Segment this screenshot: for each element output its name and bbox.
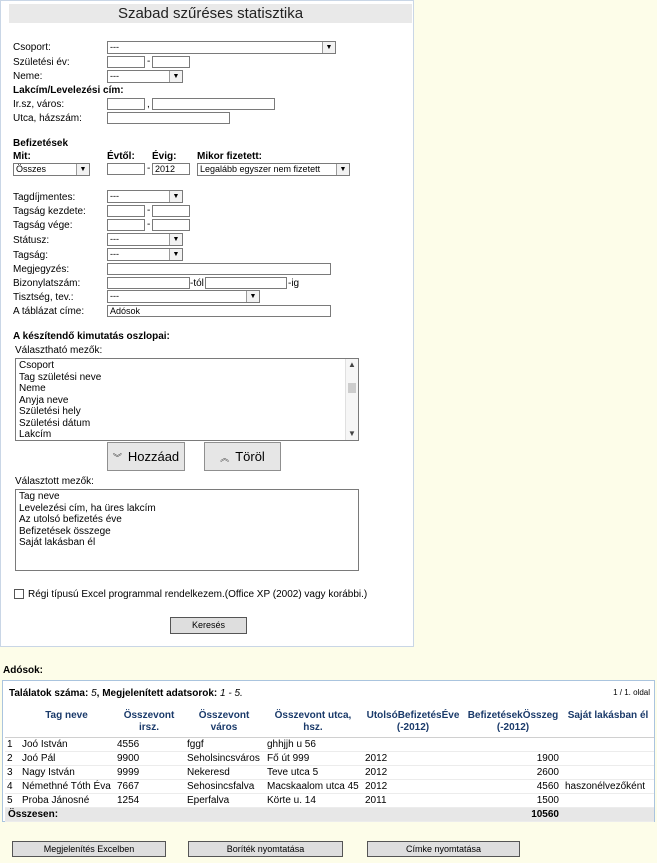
utca-hazszam-label: Utca, házszám:: [13, 113, 82, 124]
bizonylatszam-from-input[interactable]: [107, 277, 190, 289]
selected-fields-listbox[interactable]: [15, 489, 359, 571]
list-item[interactable]: Születési dátum: [19, 417, 91, 429]
cell-sajat: [562, 751, 654, 765]
tisztseg-label: Tisztség, tev.:: [13, 292, 74, 303]
tagsag-vege-from-input[interactable]: [107, 219, 145, 231]
evtol-label: Évtől:: [107, 151, 135, 162]
cell-ev: [362, 737, 464, 751]
tagsag-select[interactable]: [107, 248, 183, 261]
excel-export-button[interactable]: Megjelenítés Excelben: [12, 841, 166, 857]
evig-input[interactable]: [152, 163, 190, 175]
mit-select-value: Összes: [16, 164, 47, 174]
irsz-input[interactable]: [107, 98, 145, 110]
cell-idx: 2: [5, 751, 19, 765]
utca-hazszam-input[interactable]: [107, 112, 230, 124]
cell-irsz: 1254: [114, 793, 184, 807]
total-value: 10560: [464, 807, 562, 821]
cell-utca: Körte u. 14: [264, 793, 362, 807]
cell-utca: ghhjjh u 56: [264, 737, 362, 751]
cell-irsz: 4556: [114, 737, 184, 751]
mikor-fizetett-label: Mikor fizetett:: [197, 151, 262, 162]
available-fields-listbox[interactable]: [15, 358, 359, 441]
page-indicator: 1 / 1. oldal: [613, 688, 650, 697]
listbox-scrollbar[interactable]: [345, 359, 358, 440]
csoport-select[interactable]: [107, 41, 336, 54]
table-row: [5, 765, 654, 779]
label-print-button[interactable]: Címke nyomtatása: [367, 841, 520, 857]
cell-osszeg: 1500: [464, 793, 562, 807]
cell-name: Joó Pál: [19, 751, 114, 765]
scrollbar-thumb[interactable]: [348, 383, 356, 393]
envelope-print-button[interactable]: Boríték nyomtatása: [188, 841, 343, 857]
cell-name: Nagy István: [19, 765, 114, 779]
chevron-down-icon: ▼: [169, 234, 182, 245]
valaszthato-mezok-label: Választható mezők:: [15, 345, 103, 356]
tisztseg-select-value: ---: [110, 291, 119, 301]
cell-sajat: haszonélvezőként: [562, 779, 654, 793]
szuletesi-ev-from-input[interactable]: [107, 56, 145, 68]
cell-ev: 2012: [362, 751, 464, 765]
szuletesi-ev-to-input[interactable]: [152, 56, 190, 68]
old-excel-checkbox[interactable]: [14, 589, 24, 599]
column-header[interactable]: Összevont utca, hsz.: [264, 707, 362, 737]
scroll-down-icon[interactable]: ▼: [348, 429, 356, 438]
befizetesek-section-header: Befizetések: [13, 138, 69, 149]
filter-form-panel: [0, 0, 414, 647]
cell-varos: Sehosincsfalva: [184, 779, 264, 793]
list-item[interactable]: Születési hely: [19, 406, 81, 417]
tagsag-kezdete-from-input[interactable]: [107, 205, 145, 217]
columns-section-header: A készítendő kimutatás oszlopai:: [13, 331, 170, 342]
cell-sajat: [562, 765, 654, 779]
tagsag-vege-label: Tagság vége:: [13, 220, 73, 231]
irsz-varos-label: Ir.sz, város:: [13, 99, 65, 110]
tagsag-select-value: ---: [110, 249, 119, 259]
total-label: Összesen:: [5, 807, 114, 821]
chevron-down-icon: ▼: [336, 164, 349, 175]
megjelenitett-label: Megjelenített adatsorok:: [102, 688, 218, 699]
bizonylatszam-to-input[interactable]: [205, 277, 287, 289]
cell-varos: fggf: [184, 737, 264, 751]
index-header: [5, 707, 19, 737]
megjegyzes-label: Megjegyzés:: [13, 264, 70, 275]
table-row: [5, 793, 654, 807]
page-title: Szabad szűréses statisztika: [9, 4, 412, 23]
cell-sajat: [562, 737, 654, 751]
bizonylatszam-tol-suffix: -tól: [190, 278, 204, 289]
column-header[interactable]: Összevont város: [184, 707, 264, 737]
range-dash: -: [147, 163, 151, 174]
cell-irsz: 7667: [114, 779, 184, 793]
list-item[interactable]: Anyja neve: [19, 394, 69, 406]
chevron-down-icon: ▼: [169, 191, 182, 202]
column-header[interactable]: BefizetésekÖsszeg (-2012): [464, 707, 562, 737]
tagdijmentes-label: Tagdíjmentes:: [13, 192, 76, 203]
table-row: [5, 737, 654, 751]
chevron-down-icon: ▼: [246, 291, 259, 302]
cell-utca: Macskaalom utca 45: [264, 779, 362, 793]
torol-button-label: Töröl: [235, 449, 265, 464]
tagdijmentes-select[interactable]: [107, 190, 183, 203]
mikor-fizetett-select[interactable]: [197, 163, 350, 176]
bizonylatszam-ig-suffix: -ig: [288, 278, 300, 289]
scroll-up-icon[interactable]: ▲: [348, 360, 356, 369]
mit-label: Mit:: [13, 151, 31, 162]
varos-input[interactable]: [152, 98, 275, 110]
list-item[interactable]: Tag születési neve: [19, 371, 102, 383]
table-row: [5, 779, 654, 793]
evig-label: Évig:: [152, 151, 177, 162]
cell-osszeg: [464, 737, 562, 751]
cell-varos: Nekeresd: [184, 765, 264, 779]
tagsag-vege-to-input[interactable]: [152, 219, 190, 231]
hozzaad-button-label: Hozzáad: [127, 449, 180, 464]
tablazat-cime-input[interactable]: [107, 305, 331, 317]
cell-idx: 1: [5, 737, 19, 751]
results-table: [5, 707, 654, 822]
neme-select-value: ---: [110, 71, 119, 81]
valasztott-mezok-label: Választott mezők:: [15, 476, 94, 487]
cell-utca: Fő út 999: [264, 751, 362, 765]
double-chevron-down-icon: ︾: [112, 453, 122, 463]
range-dash: -: [147, 56, 151, 67]
bizonylatszam-label: Bizonylatszám:: [13, 278, 81, 289]
chevron-down-icon: ▼: [76, 164, 89, 175]
list-item[interactable]: Levelezési cím, ha üres lakcím: [19, 502, 156, 514]
results-summary: Találatok száma: 5, Megjelenített adatsorok: 1 - 5.: [9, 688, 243, 699]
cell-irsz: 9999: [114, 765, 184, 779]
list-item[interactable]: Befizetések összege: [19, 525, 111, 537]
column-header[interactable]: UtolsóBefizetésÉve (-2012): [362, 707, 464, 737]
column-header[interactable]: Tag neve: [19, 707, 114, 737]
statusz-select[interactable]: [107, 233, 183, 246]
cell-osszeg: 4560: [464, 779, 562, 793]
evtol-input[interactable]: [107, 163, 145, 175]
old-excel-checkbox-label: Régi típusú Excel programmal rendelkezem.(Office XP (2002) vagy korábbi.): [28, 589, 368, 600]
list-item[interactable]: Saját lakásban él: [19, 537, 96, 548]
range-dash: -: [147, 219, 151, 230]
tagsag-kezdete-to-input[interactable]: [152, 205, 190, 217]
list-item[interactable]: Lakcím: [19, 429, 52, 440]
csoport-label: Csoport:: [13, 42, 51, 53]
statusz-select-value: ---: [110, 234, 119, 244]
chevron-down-icon: ▼: [169, 71, 182, 82]
list-item[interactable]: Az utolsó befizetés éve: [19, 514, 122, 525]
cell-osszeg: 2600: [464, 765, 562, 779]
neme-select[interactable]: [107, 70, 183, 83]
tagdijmentes-select-value: ---: [110, 191, 119, 201]
cell-idx: 3: [5, 765, 19, 779]
tagsag-label: Tagság:: [13, 250, 49, 261]
talalatok-value: 5: [91, 688, 97, 699]
comma-separator: ,: [147, 99, 150, 110]
chevron-down-icon: ▼: [169, 249, 182, 260]
cell-idx: 4: [5, 779, 19, 793]
cell-varos: Seholsincsváros: [184, 751, 264, 765]
cell-sajat: [562, 793, 654, 807]
range-dash: -: [147, 205, 151, 216]
cell-irsz: 9900: [114, 751, 184, 765]
cell-ev: 2012: [362, 779, 464, 793]
cell-idx: 5: [5, 793, 19, 807]
torol-button[interactable]: [204, 442, 281, 471]
statusz-label: Státusz:: [13, 235, 50, 246]
csoport-select-value: ---: [110, 42, 119, 52]
hozzaad-button[interactable]: [107, 442, 185, 471]
results-panel: [2, 680, 655, 822]
megjelenitett-value: 1 - 5.: [220, 688, 243, 699]
cell-name: Joó István: [19, 737, 114, 751]
cell-utca: Teve utca 5: [264, 765, 362, 779]
list-item[interactable]: Tag neve: [19, 491, 60, 502]
tablazat-cime-label: A táblázat címe:: [13, 306, 85, 317]
megjegyzes-input[interactable]: [107, 263, 331, 275]
cell-name: Proba Jánosné: [19, 793, 114, 807]
column-header[interactable]: Saját lakásban él: [562, 707, 654, 737]
cell-varos: Eperfalva: [184, 793, 264, 807]
kereses-button[interactable]: Keresés: [170, 617, 247, 634]
cell-ev: 2011: [362, 793, 464, 807]
mit-select[interactable]: [13, 163, 90, 176]
list-item[interactable]: Neme: [19, 383, 46, 394]
tisztseg-select[interactable]: [107, 290, 260, 303]
cell-name: Némethné Tóth Éva: [19, 779, 114, 793]
double-chevron-up-icon: ︽: [220, 453, 230, 463]
results-title: Adósok:: [3, 665, 43, 676]
table-row: [5, 751, 654, 765]
mikor-fizetett-select-value: Legalább egyszer nem fizetett: [200, 164, 321, 174]
talalatok-label: Találatok száma:: [9, 688, 89, 699]
column-header[interactable]: Összevont irsz.: [114, 707, 184, 737]
lakcim-section-header: Lakcím/Levelezési cím:: [13, 85, 124, 96]
cell-osszeg: 1900: [464, 751, 562, 765]
cell-ev: 2012: [362, 765, 464, 779]
szuletesi-ev-label: Születési év:: [13, 57, 70, 68]
total-row: [5, 807, 654, 821]
list-item[interactable]: Csoport: [19, 360, 55, 371]
tagsag-kezdete-label: Tagság kezdete:: [13, 206, 86, 217]
chevron-down-icon: ▼: [322, 42, 335, 53]
neme-label: Neme:: [13, 71, 43, 82]
